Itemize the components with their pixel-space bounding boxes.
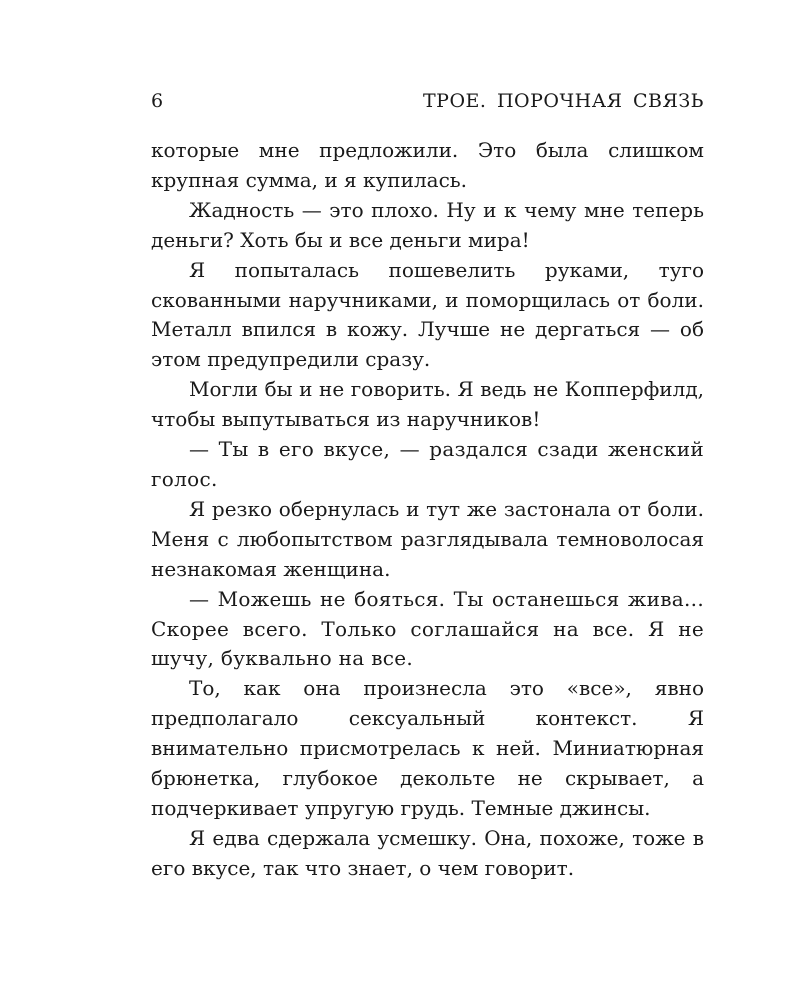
paragraph-5: — Ты в его вкусе, — раздался сзади женский голос. xyxy=(151,437,704,491)
paragraph-9: Я едва сдержала усмешку. Она, похоже, тоже в его вкусе, так что знает, о чем говорит. xyxy=(151,825,704,880)
paragraph-8: То, как она произнесла это «все», явно предполагало сексуальный контекст. Я внимательно присмотрелась к ней. Миниатюрная брюнетка, глубокое декольте не скрывает, а подчеркивает упругую грудь. Темные джинсы. xyxy=(151,676,704,820)
book-page xyxy=(151,90,704,884)
paragraph-7: — Можешь не бояться. Ты останешься жива... Скорее всего. Только соглашайся на все. Я не шучу, буквально на все. xyxy=(151,586,704,671)
paragraph-4: Могли бы и не говорить. Я ведь не Копперфилд, чтобы выпутываться из наручников! xyxy=(151,377,704,432)
paragraph-6: Я резко обернулась и тут же застонала от боли. Меня с любопытством разглядывала темноволосая незнакомая женщина. xyxy=(151,496,704,581)
paragraph-2: Жадность — это плохо. Ну и к чему мне теперь деньги? Хоть бы и все деньги мира! xyxy=(151,197,704,252)
body-text xyxy=(151,136,704,884)
running-header xyxy=(151,90,704,124)
paragraph-1: которые мне предложили. Это была слишком крупная сумма, и я купилась. xyxy=(151,138,704,192)
page-number: 6 xyxy=(151,90,164,112)
paragraph-3: Я попыталась пошевелить руками, туго скованными наручниками, и поморщилась от боли. Металл впился в кожу. Лучше не дергаться — об этом предупредили сразу. xyxy=(151,257,704,372)
running-title: ТРОЕ. ПОРОЧНАЯ СВЯЗЬ xyxy=(422,90,704,112)
